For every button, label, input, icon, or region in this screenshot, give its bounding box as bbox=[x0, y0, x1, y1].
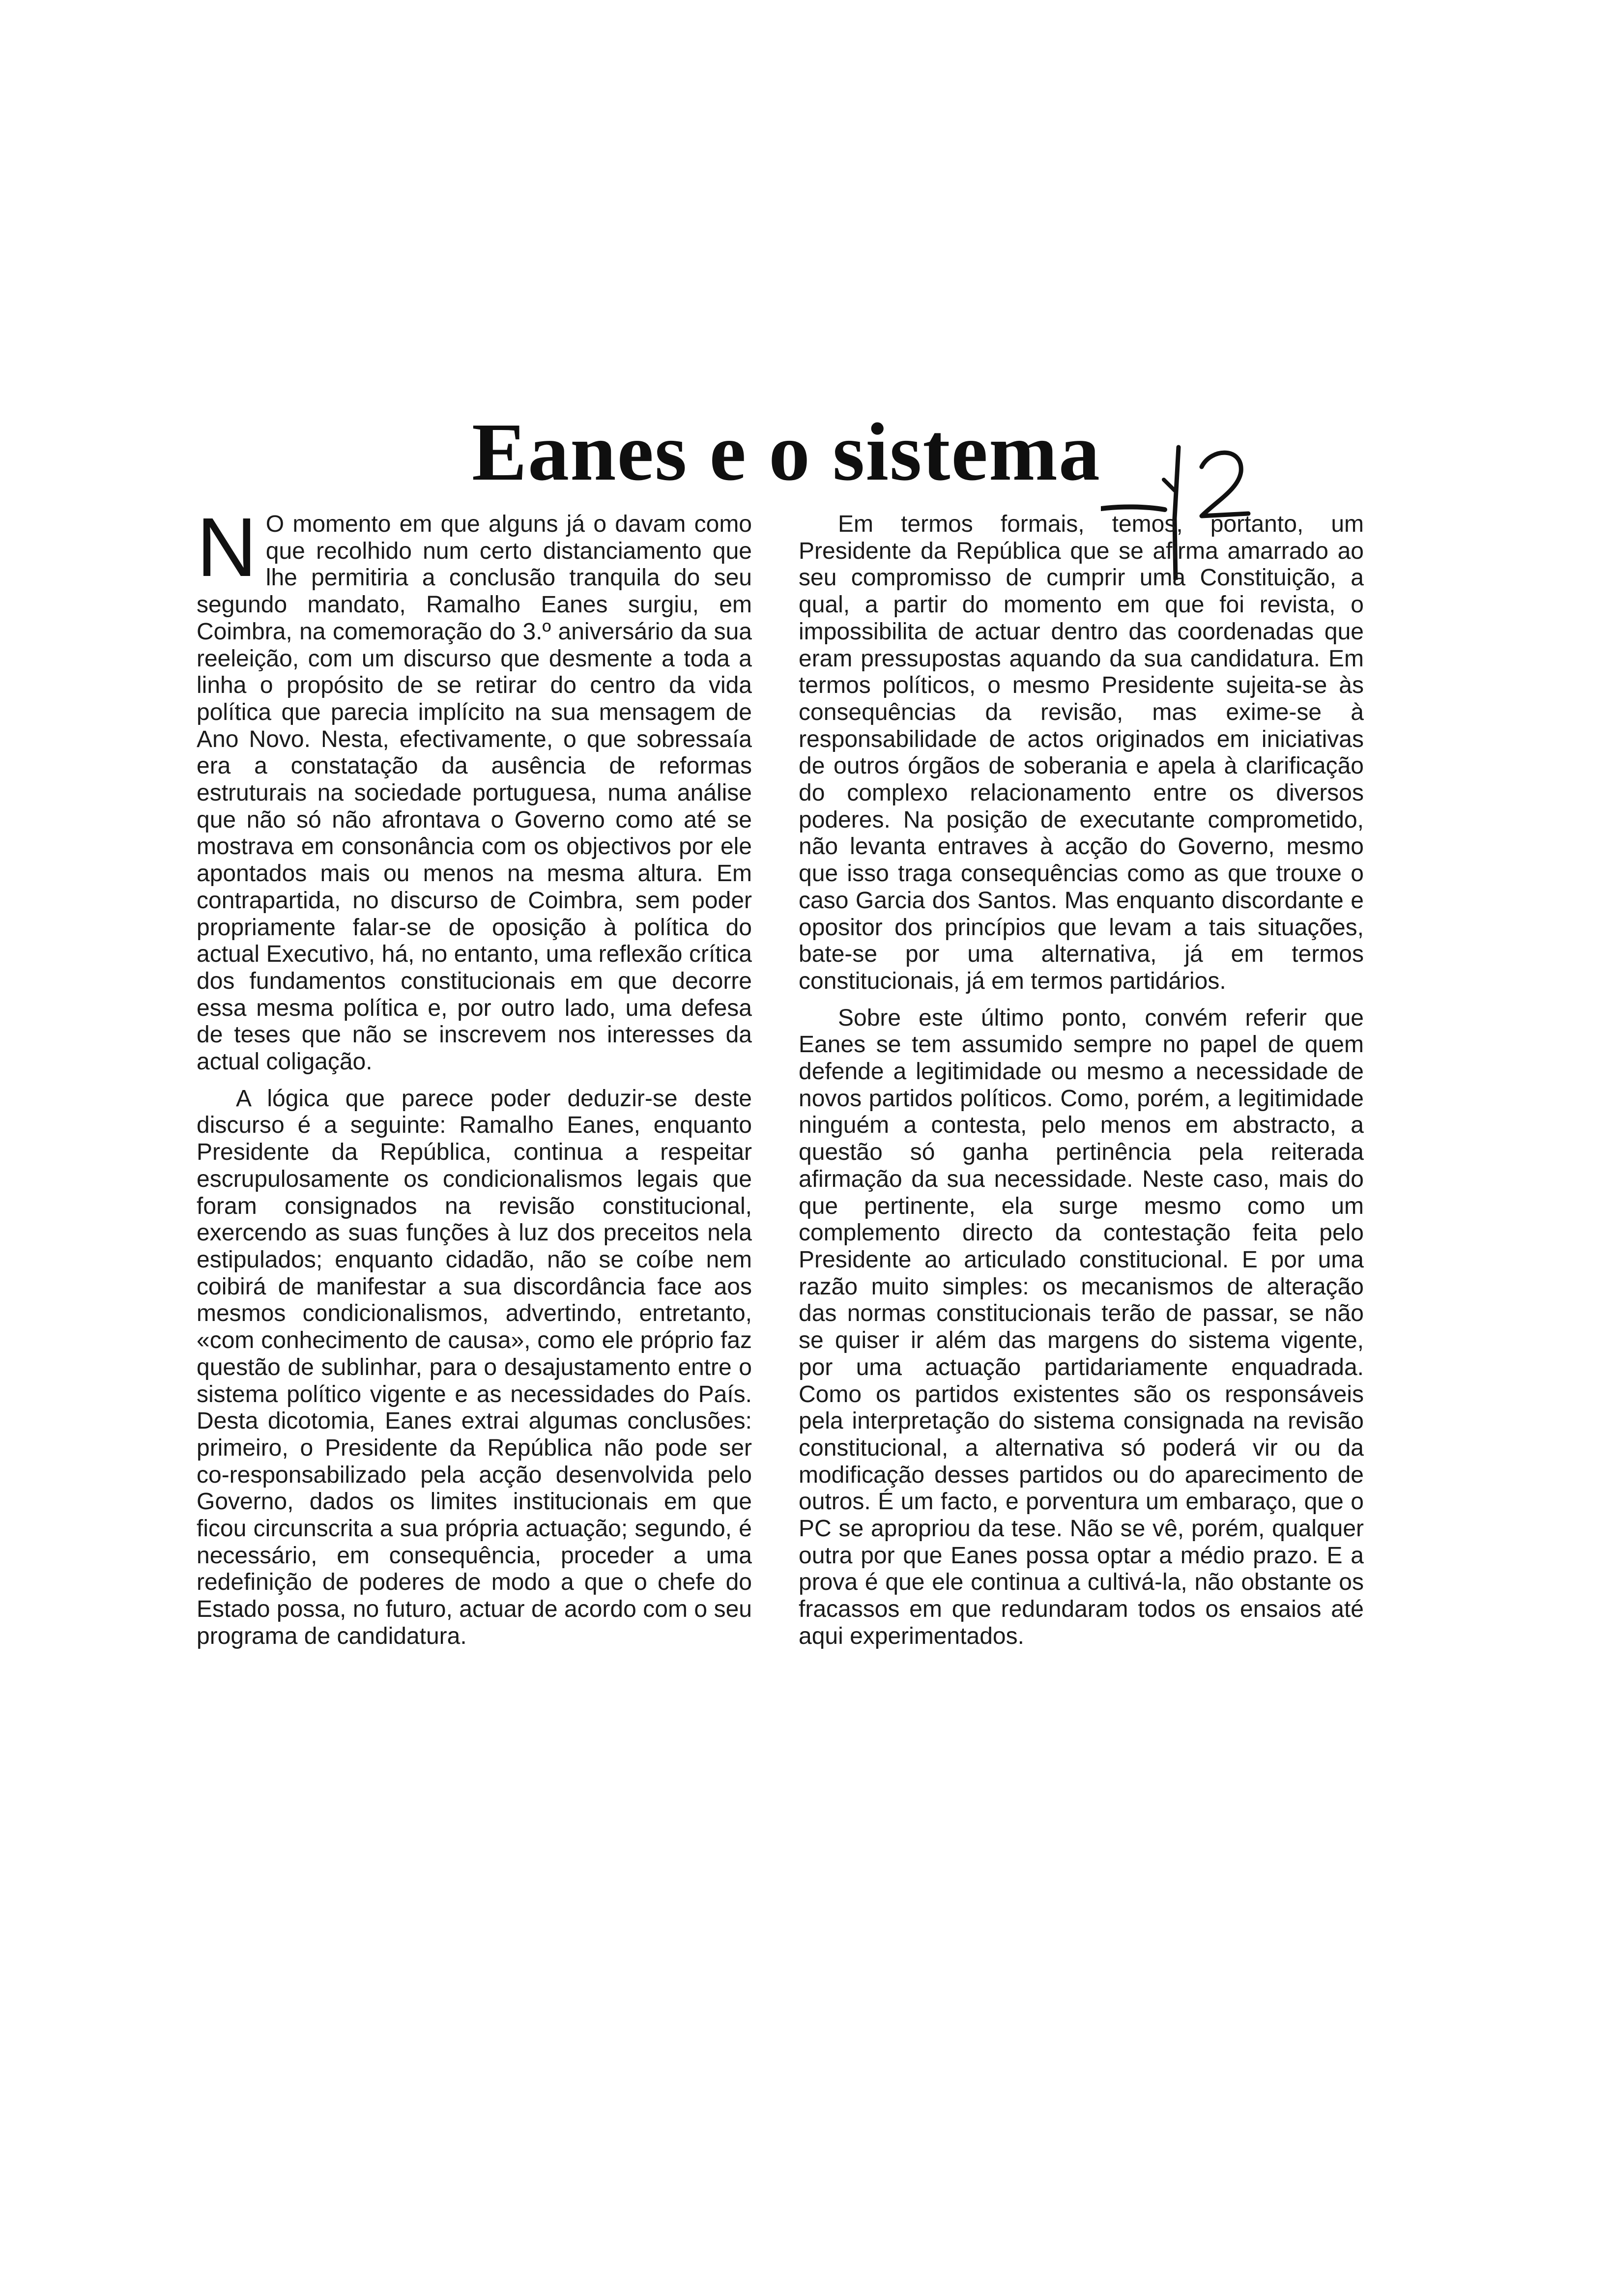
article-title: Eanes e o sistema bbox=[472, 406, 1101, 498]
article-paragraph: Sobre este último ponto, convém referir que Eanes se tem assumido sempre no papel de quem defende a legitimidade ou mesmo a necessidade de novos partidos políticos. Como, porém, a legitimidade ninguém a contesta, pelo menos em abstracto, a questão só ganha pertinência pela reiterada afirmação da sua necessidade. Neste caso, mais do que pertinente, ela surge mesmo como um complemento directo da contestação feita pelo Presidente ao articulado constitucional. E por uma razão muito simples: os mecanismos de alteração das normas constitucionais terão de passar, se não se quiser ir além das margens do sistema vigente, por uma actuação partidariamente enquadrada. Como os partidos existentes são os responsáveis pela interpretação do sistema consignada na revisão constitucional, a alternativa só poderá vir ou da modificação desses partidos ou do aparecimento de outros. É um facto, e porventura um embaraço, que o PC se apropriou da tese. Não se vê, porém, qualquer outra por que Eanes possa optar a médio prazo. E a prova é que ele continua a cultivá-la, não obstante os fracassos em que redundaram todos os ensaios até aqui experimentados. bbox=[799, 1004, 1364, 1649]
drop-cap: N bbox=[197, 501, 257, 594]
paragraph-text: O momento em que alguns já o davam como que recolhido num certo distanciamento que lhe permitiria a conclusão tranquila do seu segundo mandato, Ramalho Eanes surgiu, em Coimbra, na comemoração do 3.º aniversário da sua reeleição, com um discurso que desmente a toda a linha o propósito de se retirar do centro da vida política que parecia implícito na sua mensagem de Ano Novo. Nesta, efectivamente, o que sobressaía era a constatação da ausência de reformas estruturais na sociedade portuguesa, numa análise que não só não afrontava o Governo como até se mostrava em consonância com os objectivos por ele apontados mais ou menos na mesma altura. Em contrapartida, no discurso de Coimbra, sem poder propriamente falar-se de oposição à política do actual Executivo, há, no entanto, uma reflexão crítica dos fundamentos constitucionais em que decorre essa mesma política e, por outro lado, uma defesa de teses que não se inscrevem nos interesses da actual coligação. bbox=[197, 511, 752, 1075]
article-paragraph bbox=[197, 501, 752, 1076]
article-paragraph: A lógica que parece poder deduzir-se deste discurso é a seguinte: Ramalho Eanes, enquanto Presidente da República, continua a respeitar escrupulosamente os condicionalismos legais que foram consignados na revisão constitucional, exercendo as suas funções à luz dos preceitos nela estipulados; enquanto cidadão, não se coíbe nem coibirá de manifestar a sua discordância face aos mesmos condicionalismos, advertindo, entretanto, «com conhecimento de causa», como ele próprio faz questão de sublinhar, para o desajustamento entre o sistema político vigente e as necessidades do País. Desta dicotomia, Eanes extrai algumas conclusões: primeiro, o Presidente da República não pode ser co-responsabilizado pela acção desenvolvida pelo Governo, dados os limites institucionais em que ficou circunscrita a sua própria actuação; segundo, é necessário, em consequência, proceder a uma redefinição de poderes de modo a que o chefe do Estado possa, no futuro, actuar de acordo com o seu programa de candidatura. bbox=[197, 1085, 752, 1649]
article-left-column bbox=[197, 501, 752, 1650]
article-right-column bbox=[799, 511, 1364, 1650]
article-paragraph: Em termos formais, temos, portanto, um Presidente da República que se afirma amarrado ao seu compromisso de cumprir uma Constituição, a qual, a partir do momento em que foi revista, o impossibilita de actuar dentro das coordenadas que eram pressupostas aquando da sua candidatura. Em termos políticos, o mesmo Presidente sujeita-se às consequências da revisão, mas exime-se à responsabilidade de actos originados em iniciativas de outros órgãos de soberania e apela à clarificação do complexo relacionamento entre os diversos poderes. Na posição de executante comprometido, não levanta entraves à acção do Governo, mesmo que isso traga consequências como as que trouxe o caso Garcia dos Santos. Mas enquanto discordante e opositor dos princípios que levam a tais situações, bate-se por uma alternativa, já em termos constitucionais, já em termos partidários. bbox=[799, 511, 1364, 994]
